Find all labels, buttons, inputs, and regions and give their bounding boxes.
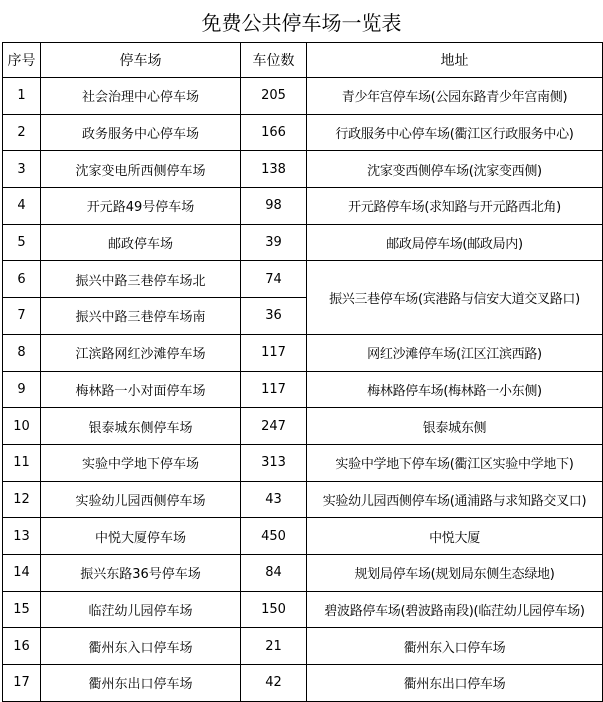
table-row (3, 591, 603, 628)
row-spaces: 43 (241, 481, 307, 518)
row-name: 振兴东路36号停车场 (41, 554, 241, 591)
row-spaces: 21 (241, 628, 307, 665)
row-spaces: 84 (241, 554, 307, 591)
row-address: 衢州东出口停车场 (307, 665, 603, 702)
table-row (3, 481, 603, 518)
row-spaces: 98 (241, 188, 307, 225)
table-row (3, 114, 603, 151)
row-no: 12 (3, 481, 41, 518)
table-row (3, 554, 603, 591)
row-spaces: 247 (241, 408, 307, 445)
header-name: 停车场 (41, 43, 241, 78)
table-row (3, 188, 603, 225)
row-spaces: 313 (241, 444, 307, 481)
row-name: 中悦大厦停车场 (41, 518, 241, 555)
row-address: 碧波路停车场(碧波路南段)(临茳幼儿园停车场) (307, 591, 603, 628)
row-no: 10 (3, 408, 41, 445)
row-spaces: 205 (241, 78, 307, 115)
row-address: 实验中学地下停车场(衢江区实验中学地下) (307, 444, 603, 481)
table-header-row (3, 43, 603, 78)
parking-table (2, 42, 603, 702)
row-spaces: 117 (241, 334, 307, 371)
row-name: 实验中学地下停车场 (41, 444, 241, 481)
row-no: 6 (3, 261, 41, 298)
header-address: 地址 (307, 43, 603, 78)
row-name: 实验幼儿园西侧停车场 (41, 481, 241, 518)
row-name: 沈家变电所西侧停车场 (41, 151, 241, 188)
table-row (3, 224, 603, 261)
row-name: 银泰城东侧停车场 (41, 408, 241, 445)
row-address: 网红沙滩停车场(江区江滨西路) (307, 334, 603, 371)
row-no: 9 (3, 371, 41, 408)
row-address: 沈家变西侧停车场(沈家变西侧) (307, 151, 603, 188)
table-row (3, 371, 603, 408)
row-address: 衢州东入口停车场 (307, 628, 603, 665)
row-no: 11 (3, 444, 41, 481)
table-row (3, 334, 603, 371)
row-name: 振兴中路三巷停车场南 (41, 298, 241, 335)
row-spaces: 74 (241, 261, 307, 298)
row-name: 政务服务中心停车场 (41, 114, 241, 151)
row-name: 开元路49号停车场 (41, 188, 241, 225)
row-address: 行政服务中心停车场(衢江区行政服务中心) (307, 114, 603, 151)
row-spaces: 150 (241, 591, 307, 628)
table-row (3, 628, 603, 665)
row-name: 振兴中路三巷停车场北 (41, 261, 241, 298)
table-row (3, 518, 603, 555)
row-spaces: 166 (241, 114, 307, 151)
table-row (3, 261, 603, 298)
row-no: 13 (3, 518, 41, 555)
table-row (3, 444, 603, 481)
row-spaces: 39 (241, 224, 307, 261)
table-row (3, 665, 603, 702)
row-address: 青少年宫停车场(公园东路青少年宫南侧) (307, 78, 603, 115)
table-row (3, 78, 603, 115)
row-address: 实验幼儿园西侧停车场(通浦路与求知路交叉口) (307, 481, 603, 518)
row-address: 邮政局停车场(邮政局内) (307, 224, 603, 261)
row-no: 14 (3, 554, 41, 591)
row-name: 梅林路一小对面停车场 (41, 371, 241, 408)
table-row (3, 151, 603, 188)
row-spaces: 42 (241, 665, 307, 702)
row-name: 衢州东出口停车场 (41, 665, 241, 702)
row-address: 中悦大厦 (307, 518, 603, 555)
row-no: 3 (3, 151, 41, 188)
row-no: 16 (3, 628, 41, 665)
row-address: 开元路停车场(求知路与开元路西北角) (307, 188, 603, 225)
row-address-merged: 振兴三巷停车场(宾港路与信安大道交叉路口) (307, 261, 603, 334)
row-address: 梅林路停车场(梅林路一小东侧) (307, 371, 603, 408)
row-no: 7 (3, 298, 41, 335)
row-name: 临茳幼儿园停车场 (41, 591, 241, 628)
row-name: 江滨路网红沙滩停车场 (41, 334, 241, 371)
table-row (3, 408, 603, 445)
row-spaces: 36 (241, 298, 307, 335)
row-address: 银泰城东侧 (307, 408, 603, 445)
row-spaces: 450 (241, 518, 307, 555)
row-no: 5 (3, 224, 41, 261)
header-spaces: 车位数 (241, 43, 307, 78)
page-title: 免费公共停车场一览表 (201, 10, 402, 35)
header-no: 序号 (3, 43, 41, 78)
row-no: 15 (3, 591, 41, 628)
row-name: 邮政停车场 (41, 224, 241, 261)
row-address: 规划局停车场(规划局东侧生态绿地) (307, 554, 603, 591)
row-name: 社会治理中心停车场 (41, 78, 241, 115)
row-no: 8 (3, 334, 41, 371)
row-spaces: 138 (241, 151, 307, 188)
row-name: 衢州东入口停车场 (41, 628, 241, 665)
row-no: 4 (3, 188, 41, 225)
row-no: 2 (3, 114, 41, 151)
row-no: 1 (3, 78, 41, 115)
row-no: 17 (3, 665, 41, 702)
row-spaces: 117 (241, 371, 307, 408)
